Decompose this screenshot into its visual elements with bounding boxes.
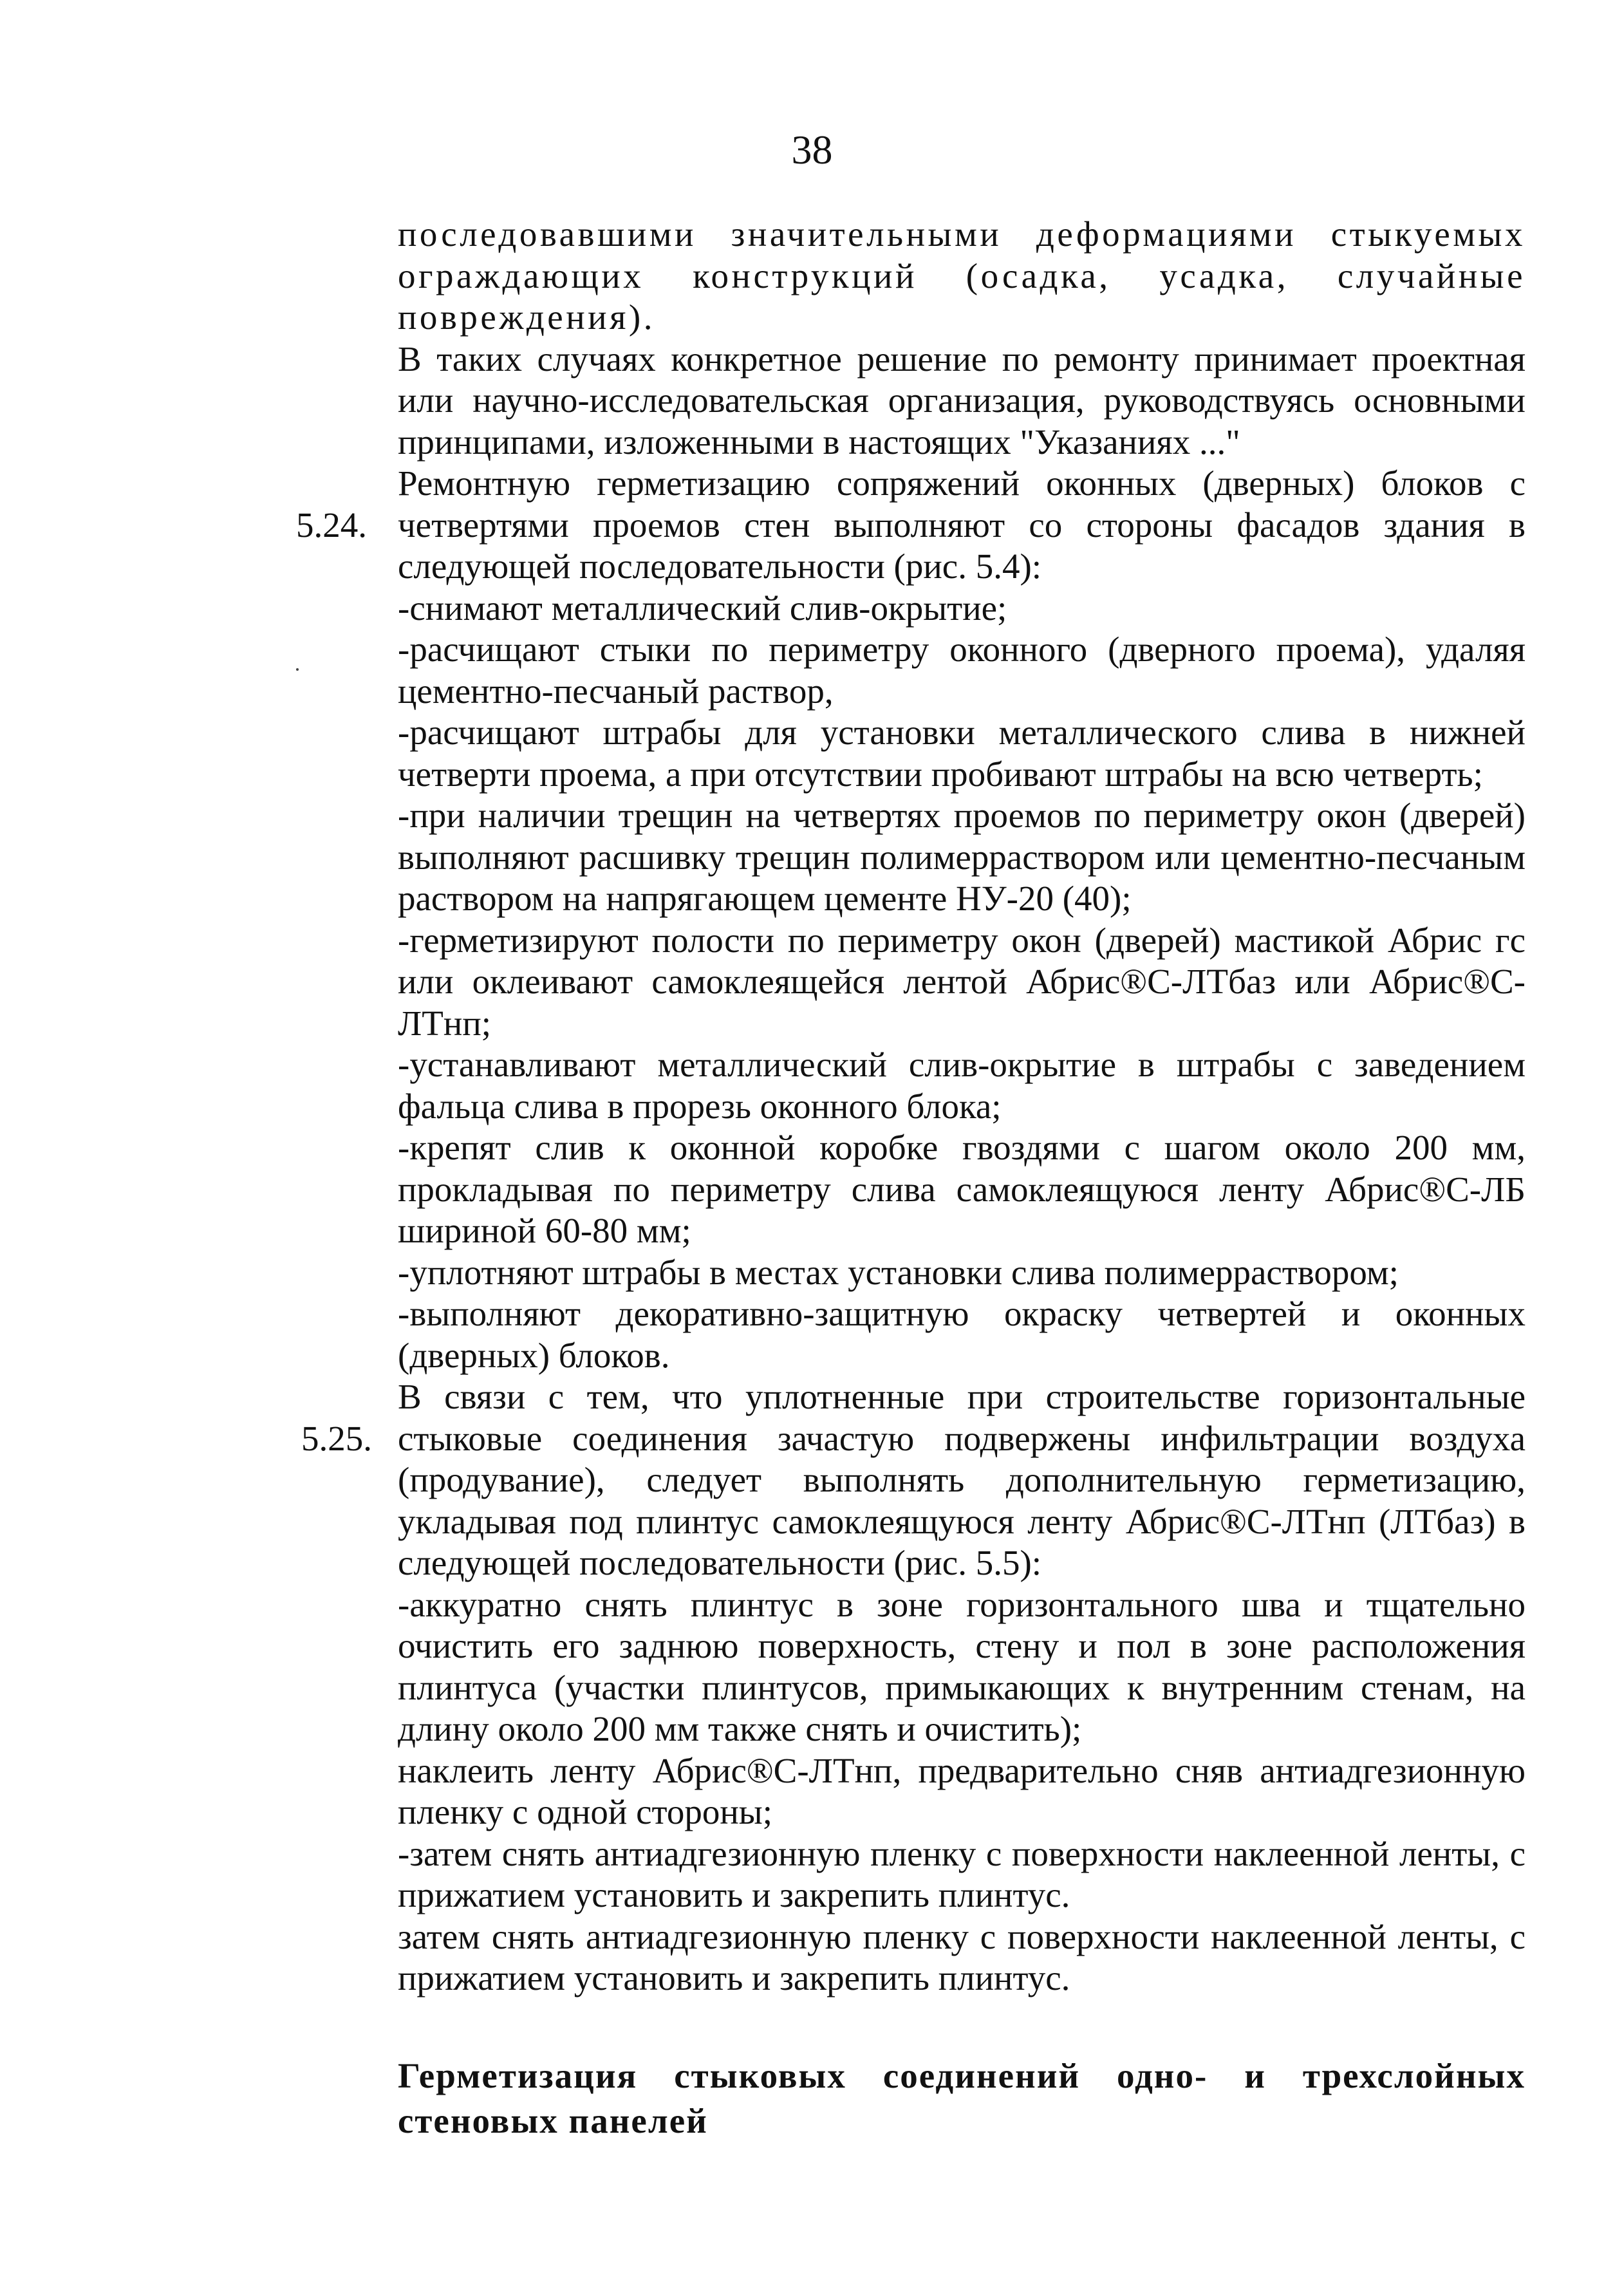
clause-5-25-item: наклеить ленту Абрис®С-ЛТнп, предварительно сняв антиадгезионную пленку с одной стороны; xyxy=(398,1750,1526,1831)
clause-number-5-24: 5.24. xyxy=(296,505,367,545)
paragraph-repair-decision: В таких случаях конкретное решение по ремонту принимает проектная или научно-исследовательская организация, руководствуясь основными принципами, изложенными в настоящих "Указаниях ..." xyxy=(398,339,1526,462)
clause-5-24-item: -устанавливают металлический слив-окрытие в штрабы с заведением фальца слива в прорезь оконного блока; xyxy=(398,1045,1526,1126)
page-number: 38 xyxy=(791,127,833,173)
section-heading: Герметизация стыковых соединений одно- и трехслойных стеновых панелей xyxy=(398,2055,1526,2140)
clause-5-24-item: -уплотняют штрабы в местах установки слива полимерраствором; xyxy=(398,1252,1399,1292)
clause-5-24-item: -расчищают стыки по периметру оконного (дверного проема), удаляя цементно-песчаный раствор, xyxy=(398,630,1526,711)
page-body xyxy=(296,214,1526,2144)
clause-5-25-item: -аккуратно снять плинтус в зоне горизонтального шва и тщательно очистить его заднюю поверхность, стену и пол в зоне расположения плинтуса (участки плинтусов, примыкающих к внутренним стенам, на длину около 200 мм также снять и очистить); xyxy=(398,1584,1526,1748)
clause-5-24-item: -расчищают штрабы для установки металлического слива в нижней четверти проема, а при отсутствии пробивают штрабы на всю четверть; xyxy=(398,713,1526,794)
clause-5-24-lead: Ремонтную герметизацию сопряжений оконных (дверных) блоков с четвертями проемов стен выполняют со стороны фасадов здания в следующей последовательности (рис. 5.4): xyxy=(398,463,1526,586)
clause-5-24-item: -снимают металлический слив-окрытие; xyxy=(398,588,1007,628)
clause-5-25 xyxy=(301,1376,1526,1999)
clause-5-24-item: -при наличии трещин на четвертях проемов по периметру окон (дверей) выполняют расшивку трещин полимерраствором или цементно-песчаным раствором на напрягающем цементе НУ-20 (40); xyxy=(398,796,1526,918)
clause-5-25-item: затем снять антиадгезионную пленку с поверхности наклеенной ленты, с прижатием установить и закрепить плинтус. xyxy=(398,1916,1526,1997)
clause-5-24-item: -герметизируют полости по периметру окон (дверей) мастикой Абрис гс или оклеивают самоклеящейся лентой Абрис®С-ЛТбаз или Абрис®С-ЛТнп; xyxy=(398,920,1526,1043)
clause-5-24-item: -выполняют декоративно-защитную окраску четвертей и оконных (дверных) блоков. xyxy=(398,1294,1526,1375)
clause-5-24 xyxy=(296,463,1526,1376)
clause-5-25-lead: В связи с тем, что уплотненные при строительстве горизонтальные стыковые соединения зачастую подвержены инфильтрации воздуха (продувание), следует выполнять дополнительную герметизацию, укладывая под плинтус самоклеящуюся ленту Абрис®С-ЛТнп (ЛТбаз) в следующей последовательности (рис. 5.5): xyxy=(398,1377,1526,1582)
clause-number-5-25: 5.25. xyxy=(301,1419,372,1458)
clause-5-25-item: -затем снять антиадгезионную пленку с поверхности наклеенной ленты, с прижатием установить и закрепить плинтус. xyxy=(398,1833,1526,1914)
scan-artifact-dot xyxy=(296,668,299,671)
clause-5-24-item: -крепят слив к оконной коробке гвоздями с шагом около 200 мм, прокладывая по периметру слива самоклеящуюся ленту Абрис®С-ЛБ шириной 60-80 мм; xyxy=(398,1128,1526,1250)
paragraph-continuation: последовавшими значительными деформациями стыкуемых ограждающих конструкций (осадка, усадка, случайные повреждения). xyxy=(398,214,1526,337)
